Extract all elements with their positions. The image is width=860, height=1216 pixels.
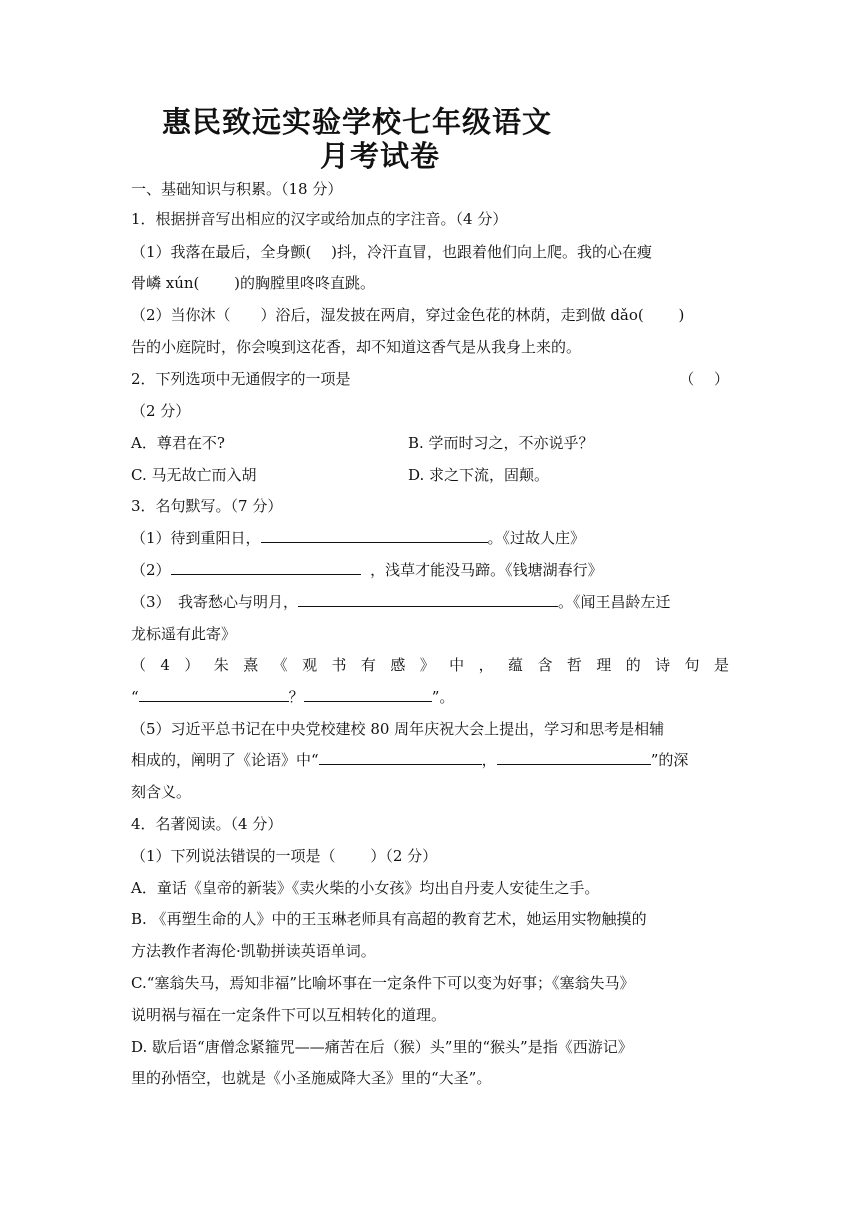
q3-item-4-char: ）	[184, 656, 200, 674]
title-line-2: 月考试卷	[320, 139, 441, 173]
q3-item-4-blank-2[interactable]	[304, 686, 432, 702]
q3-item-3	[131, 591, 729, 613]
q1-stem: 1．根据拼音写出相应的汉字或给加点的字注音。（4 分）	[131, 210, 508, 228]
q4-option-b-line1: B. 《再塑生命的人》中的王玉琳老师具有高超的教育艺术，她运用实物触摸的	[131, 910, 647, 928]
q3-item-4-char: 》	[419, 656, 435, 674]
q3-item-3-blank[interactable]	[298, 591, 558, 607]
section-1-heading: 一、基础知识与积累。（18 分）	[131, 180, 343, 198]
q3-stem: 3．名句默写。（7 分）	[131, 497, 283, 515]
q3-item-4-char: 是	[713, 656, 729, 674]
q3-item-5-blank-1[interactable]	[319, 749, 482, 765]
q2-stem: 2．下列选项中无通假字的一项是	[131, 370, 351, 388]
q3-item-4-char: 观	[302, 656, 318, 674]
q3-item-1-blank[interactable]	[261, 527, 488, 543]
q3-item-4-line1	[131, 654, 729, 676]
q3-item-5-suffix: ”的深	[650, 751, 689, 769]
q3-item-4-char: 句	[684, 656, 700, 674]
q1-p1-line2: 骨嶙 xún( )的胸膛里咚咚直跳。	[131, 274, 376, 292]
q1-p2-line1: （2）当你沐（ ）浴后，湿发披在两肩，穿过金色花的林荫，走到做 dǎo( )	[131, 306, 685, 324]
q3-item-1-prefix: （1）待到重阳日，	[131, 529, 261, 547]
q1-p1-line1: （1）我落在最后，全身颤( )抖，冷汗直冒，也跟着他们向上爬。我的心在瘦	[131, 243, 653, 261]
title-line-1: 惠民致远实验学校七年级语文	[162, 105, 553, 139]
q4-option-c-line2: 说明祸与福在一定条件下可以互相转化的道理。	[131, 1006, 447, 1024]
q4-stem: 4．名著阅读。（4 分）	[131, 815, 283, 833]
q3-item-2-blank[interactable]	[171, 559, 361, 575]
q3-item-4-line2	[131, 686, 729, 708]
q3-item-5-line3: 刻含义。	[131, 783, 192, 801]
q3-item-4-char: 中	[449, 656, 465, 674]
q3-item-4-char: 的	[625, 656, 641, 674]
q3-item-4-open-quote: “	[131, 688, 139, 706]
q3-item-4-char: 含	[537, 656, 553, 674]
q2-option-a: A．尊君在不?	[131, 434, 225, 452]
q3-item-4-char: 哲	[566, 656, 582, 674]
q4-option-b-line2: 方法教作者海伦·凯勒拼读英语单词。	[131, 942, 376, 960]
q3-item-4-blank-1[interactable]	[139, 686, 289, 702]
q3-item-3-line2: 龙标遥有此寄》	[131, 625, 237, 643]
q3-item-4-char: （	[131, 656, 147, 674]
q3-item-5-comma: ，	[481, 751, 497, 769]
q4-option-d-line2: 里的孙悟空，也就是《小圣施威降大圣》里的“大圣”。	[131, 1069, 492, 1087]
q3-item-3-prefix: （3） 我寄愁心与明月，	[131, 593, 299, 611]
q2-option-d: D. 求之下流，固颠。	[408, 466, 550, 484]
q3-item-4-char: 有	[360, 656, 376, 674]
q4-sub-1: （1）下列说法错误的一项是（ ）（2 分）	[131, 847, 438, 865]
q3-item-3-suffix: 。《闻王昌龄左迁	[558, 593, 671, 611]
q2-stem-row	[131, 368, 729, 390]
q3-item-5-prefix: 相成的，阐明了《论语》中“	[131, 751, 319, 769]
q3-item-4-close-quote: ”。	[431, 688, 455, 706]
q3-item-4-char: 理	[596, 656, 612, 674]
q3-item-4-char: ，	[478, 656, 494, 674]
q2-option-b: B. 学而时习之，不亦说乎？	[408, 434, 594, 452]
q4-option-c-line1: C.“塞翁失马，焉知非福”比喻坏事在一定条件下可以变为好事；《塞翁失马》	[131, 974, 635, 992]
q3-item-1	[131, 527, 729, 549]
q3-item-4-question-mark: ？	[288, 688, 304, 706]
q3-item-2	[131, 559, 729, 581]
q2-score: （2 分）	[131, 402, 191, 420]
q3-item-4-char: 《	[272, 656, 288, 674]
q3-item-1-suffix: 。《过故人庄》	[487, 529, 586, 547]
q2-answer-paren: （ ）	[679, 370, 729, 388]
q1-p2-line2: 告的小庭院时，你会嗅到这花香，却不知道这香气是从我身上来的。	[131, 338, 582, 356]
q3-item-4-char: 诗	[655, 656, 671, 674]
q2-options-row-2	[131, 464, 729, 486]
q3-item-4-char: 书	[331, 656, 347, 674]
q2-options-row-1	[131, 432, 729, 454]
q3-item-4-char: 感	[390, 656, 406, 674]
q3-item-4-char: 朱	[213, 656, 229, 674]
q4-option-a: A．童话《皇帝的新装》《卖火柴的小女孩》均出自丹麦人安徒生之手。	[131, 879, 600, 897]
q2-option-c: C. 马无故亡而入胡	[131, 466, 257, 484]
q3-item-5-line1: （5）习近平总书记在中央党校建校 80 周年庆祝大会上提出，学习和思考是相辅	[131, 720, 665, 738]
q3-item-2-prefix: （2）	[131, 561, 171, 579]
q4-option-d-line1: D. 歇后语“唐僧念紧箍咒——痛苦在后（猴）头”里的“猴头”是指《西游记》	[131, 1038, 633, 1056]
q3-item-5-blank-2[interactable]	[497, 749, 651, 765]
q3-item-2-suffix: ，浅草才能没马蹄。《钱塘湖春行》	[370, 561, 603, 579]
q3-item-4-char: 蕴	[508, 656, 524, 674]
q3-item-4-char: 4	[160, 656, 170, 674]
q3-item-4-char: 熹	[243, 656, 259, 674]
q3-item-5-line2	[131, 749, 729, 771]
